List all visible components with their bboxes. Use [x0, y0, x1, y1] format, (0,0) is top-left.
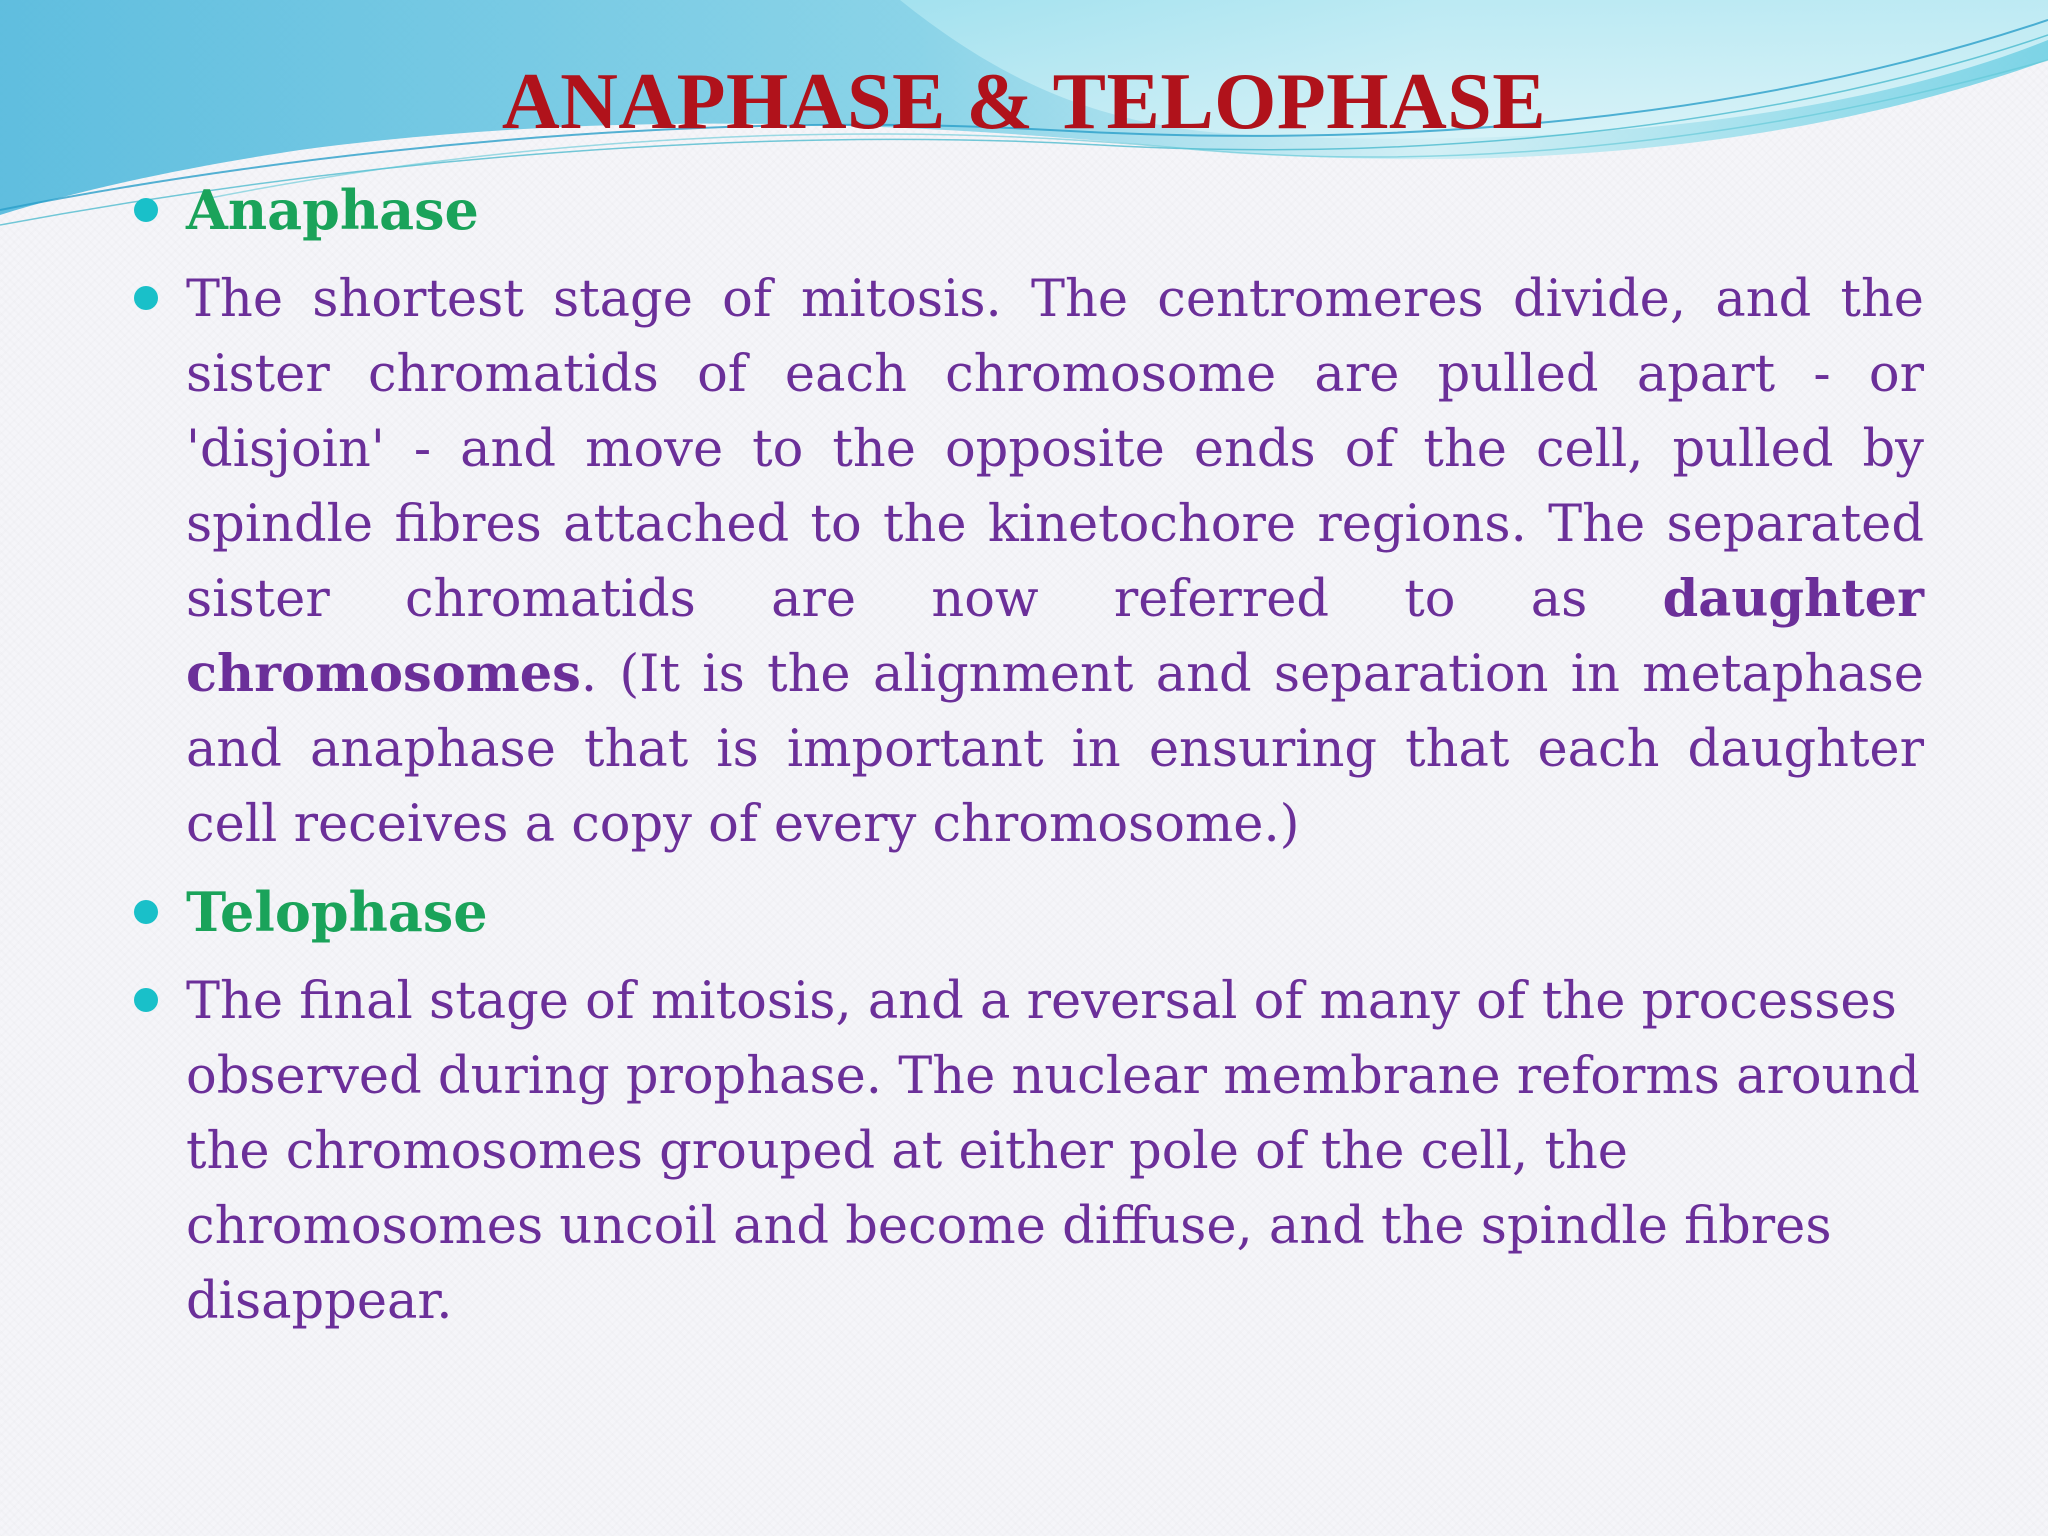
- anaphase-description: [186, 262, 1924, 862]
- anaphase-text-part-1: The shortest stage of mitosis. The centromeres divide, and the sister chromatids of each chromosome are pulled apart - or 'disjoin' - and move to the opposite ends of the cell, pulled by spindle fibres attached to the kinetochore regions. The separated sister chromatids are now referred to as: [186, 270, 1924, 629]
- anaphase-text-part-2: . (It is the alignment and separation in metaphase and anaphase that is important in ensuring that each daughter cell receives a copy of every chromosome.): [186, 645, 1924, 854]
- slide-title: ANAPHASE & TELOPHASE: [501, 58, 1547, 146]
- bullet-anaphase-heading: [134, 172, 1924, 248]
- bullet-list: [134, 172, 1924, 1339]
- section-heading-anaphase: Anaphase: [186, 178, 479, 242]
- bullet-anaphase-description: [134, 262, 1924, 862]
- bullet-dot-icon: [134, 988, 158, 1012]
- bullet-dot-icon: [134, 286, 158, 310]
- bullet-telophase-heading: [134, 874, 1924, 950]
- section-heading-telophase: Telophase: [186, 880, 488, 944]
- bullet-telophase-description: [134, 964, 1924, 1339]
- telophase-description: The final stage of mitosis, and a reversal of many of the processes observed during prophase. The nuclear membrane reforms around the chromosomes grouped at either pole of the cell, the chromosomes uncoil and become diffuse, and the spindle fibres disappear.: [186, 972, 1920, 1331]
- bullet-dot-icon: [134, 198, 158, 222]
- daughter-chromosomes-term: daughter chromosomes: [186, 569, 1924, 704]
- bullet-dot-icon: [134, 900, 158, 924]
